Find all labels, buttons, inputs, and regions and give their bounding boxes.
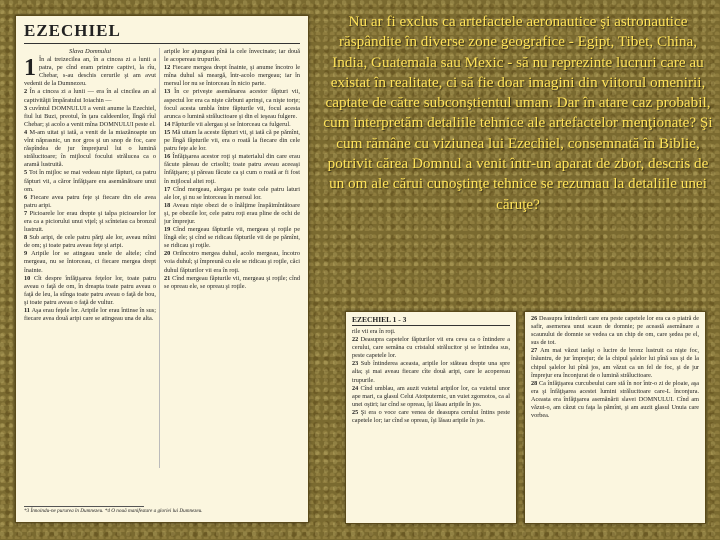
- bible-page-ezekiel-1-continued: [524, 311, 706, 524]
- verse: [24, 210, 156, 234]
- verse-number: 5: [24, 169, 29, 177]
- verse-number: 2: [24, 88, 30, 96]
- verse-number: 17: [164, 185, 173, 193]
- verse-number: 16: [164, 153, 173, 161]
- verse-text: Sub întinderea aceasta, aripile lor stăteau drepte una spre alta; şi mai aveau fiecare cîte două aripi, care le acopereau trupurile.: [352, 360, 510, 384]
- verse-number: 12: [164, 64, 173, 72]
- verse-text: Am mai văzut iarăşi o lucire de bronz lustruit ca nişte foc, înăuntru, de jur împrejur; de la chipul şalelor lui pînă sus şi de la chipul şalelor lui pînă jos, am văzut ca un fel de foc, şi de jur împrejur era înconjurat de o lumină strălucitoare.: [531, 347, 699, 379]
- verse-number: 13: [164, 88, 175, 96]
- verse-number: 19: [164, 226, 173, 234]
- verse: [164, 226, 300, 250]
- verse-number: 14: [164, 120, 172, 128]
- verse-number: 28: [531, 379, 539, 387]
- verse: [164, 48, 300, 64]
- verse: [164, 275, 300, 291]
- verse-number: 26: [531, 315, 540, 322]
- verse-number: 21: [164, 274, 173, 282]
- verse-text: Aripile lor se atingeau unele de altele; cînd mergeau, nu se întorceau, ci fiecare mergea drept înainte.: [24, 250, 156, 274]
- verse: [352, 385, 510, 409]
- verse-text: Cînd mergeau făpturile vii, mergeau şi roţile pe lîngă ele; şi cînd se ridicau făpturile vii de pe pămînt, se ridicau şi roţile.: [164, 226, 300, 250]
- section-heading: Slava Domnului: [68, 48, 112, 55]
- verse: [24, 307, 156, 323]
- verse-text: aripile lor ajungeau pînă la cele învecinate; iar două le acopereau trupurile.: [164, 48, 300, 64]
- verse-text: cuvîntul DOMNULUI a venit anume la Ezechiel, fiul lui Buzi, preotul, în ţara caldeenilor, lîngă rîul Chebar; şi acolo a venit mîna DOMNULUI peste el.: [24, 104, 156, 128]
- verse: [164, 129, 300, 153]
- verse-number: 9: [24, 250, 32, 258]
- verse-number: 25: [352, 408, 361, 416]
- verse-number: 20: [164, 250, 173, 258]
- left-column: [24, 48, 156, 458]
- verse: [164, 153, 300, 185]
- mini-right-verse-list: [531, 315, 699, 519]
- verse-number: 10: [24, 274, 34, 282]
- mini-page-divider: [352, 325, 510, 326]
- verse-text: Fiecare mergea drept înainte, şi anume încotro le mîna duhul să meargă, într-acolo mergeau; iar în mersul lor nu se întorceau în nicio parte.: [164, 64, 300, 88]
- verse-text: Înfăţişarea acestor roţi şi materialul din care erau făcute păreau de crisolit; toate patru aveau aceeaşi înfăţişare; şi păreau făcute ca şi cum o roată ar fi fost în mijlocul altei roţi.: [164, 153, 300, 185]
- verse: [164, 250, 300, 274]
- verse: [164, 88, 300, 120]
- verse-text: În ce priveşte asemănarea acestor făpturi vii, aspectul lor era ca nişte cărbuni aprinşi, ca nişte torţe; focul acesta umbla între făpturile vii, focul acesta arunca o lumină strălucitoare şi din el ieşeau fulgere.: [164, 88, 300, 120]
- verse-text: Picioarele lor erau drepte şi talpa picioarelor lor era ca a piciorului unui viţel; şi scînteiau ca bronzul lustruit.: [24, 209, 156, 234]
- verse-text: În a cincea zi a lunii — era în al cincilea an al captivităţii împăratului Ioiachin —: [24, 88, 156, 104]
- footnote-divider: [24, 506, 144, 507]
- verse-text: Sub aripi, de cele patru părţi ale lor, aveau mîini de om; şi toate patru aveau feţe şi aripi.: [24, 234, 156, 250]
- column-divider: [159, 48, 160, 468]
- verse-text: Cînd mergeau, alergau pe toate cele patru laturi ale lor, şi nu se întorceau în mersul lor.: [164, 185, 300, 201]
- verse: [352, 360, 510, 384]
- verse: [164, 64, 300, 88]
- left-verse-list: [24, 56, 156, 323]
- verse: [164, 121, 300, 129]
- verse-text: Şi era o voce care venea de deasupra cerului întins peste capetele lor; iar cînd se opreau, îşi lăsau aripile în jos.: [352, 408, 510, 425]
- verse-number: 18: [164, 201, 173, 209]
- right-column: [164, 48, 300, 468]
- verse-number: 11: [24, 307, 32, 314]
- verse-number: 22: [352, 336, 361, 344]
- verse-text: Ca înfăţişarea curcubeului care stă în nor într-o zi de ploaie, aşa era şi înfăţişarea acestei lumini strălucitoare care-L înconjura. Aceasta era înfăţişarea asemănării slavei DOMNULUI. Cînd am văzut-o, am căzut cu faţa la pămînt, şi am auzit glasul Unuia care vorbea.: [531, 379, 699, 420]
- verse-number: 4: [24, 128, 30, 136]
- verse: [24, 129, 156, 169]
- verse: [164, 186, 300, 202]
- verse-number: 27: [531, 347, 541, 355]
- verse-text: Cînd umblau, am auzit vuietul aripilor lor, ca vuietul unor ape mari, ca glasul Celui Atotputernic, un vuiet zgomotos, ca al unei oştiri; iar cînd se opreau, îşi lăsau aripile în jos.: [352, 384, 510, 408]
- bible-page-ezekiel-1-3: [345, 311, 517, 524]
- footnotes: *3 Înnoindu-ne pururea în Dumnezeu. *4 O nouă manifestare a gloriei lui Dumnezeu.: [24, 508, 203, 514]
- header-divider: [24, 43, 300, 44]
- verse-number: 15: [164, 128, 172, 136]
- bible-page-ezekiel-1: [15, 15, 309, 523]
- verse: [352, 336, 510, 360]
- verse: [24, 169, 156, 193]
- verse: [24, 88, 156, 104]
- verse: [531, 315, 699, 347]
- verse-text: Cînd mergeau făpturile vii, mergeau şi roţile; cînd se opreau ele, se opreau şi roţile.: [164, 274, 300, 290]
- mini-left-verse-list: [352, 328, 510, 519]
- verse: [164, 202, 300, 226]
- verse: [531, 347, 699, 379]
- verse: [24, 56, 156, 88]
- chapter-number: 1: [24, 55, 36, 82]
- verse-number: 8: [24, 234, 30, 242]
- mini-page-heading: EZECHIEL 1 - 3: [352, 315, 407, 324]
- verse-text: Făpturile vii alergau şi se întorceau ca fulgerul.: [171, 120, 291, 128]
- verse: [24, 105, 156, 129]
- verse-text: rile vii era în roţi.: [352, 328, 396, 335]
- verse-number: 6: [24, 193, 31, 201]
- right-verse-list: [164, 48, 300, 291]
- verse-text: Tot în mijloc se mai vedeau nişte făpturi, ca patru făpturi vii, a căror înfăţişare era asemănătoare unui om.: [24, 169, 156, 193]
- verse-text: Oriîncotro mergea duhul, acolo mergeau, încotro voia duhul; şi împreună cu ele se ridicau şi roţile, căci duhul făpturilor vii era în roţi.: [164, 250, 300, 274]
- verse-text: Fiecare avea patru feţe şi fiecare din ele avea patru aripi.: [24, 193, 156, 209]
- narration-text: Nu ar fi exclus ca artefactele aeronautice şi astronautice răspândite în diverse zone geografice - Egipt, Tibet, China, India, Guatemala sau Mexic - să nu reprezinte lucruri care au existat în realitate, ci să fie doar imagini din viitorul omenirii, captate de către subconştientul uman. Dar în atare caz probabil, cum interpretăm detaliile tehnice ale artefactelor menţionate? Şi cum rămâne cu viziunea lui Ezechiel, consemnată în Biblie, potrivit cărea Domnul a venit într-un aparat de zbor, descris de un om ale cărui cunoştinţe tehnice se rezumau la detaliile unei căruţe?: [323, 13, 713, 213]
- verse-text: Mă uitam la aceste făpturi vii, şi iată că pe pămînt, pe lîngă făpturile vii, era o roată la fiecare din cele patru feţe ale lor.: [164, 128, 300, 153]
- verse-number: 3: [24, 104, 30, 112]
- verse-text: Aveau nişte obezi de o înălţime înspăimîntătoare şi, pe obezile lor, cele patru roţi erau pline de ochi de jur împrejur.: [164, 201, 300, 225]
- verse: [24, 194, 156, 210]
- verse-text: În al treizecilea an, în a cincea zi a lunii a patra, pe cînd eram printre captivi, la rîu, Chebar, s-au deschis cerurile şi am avut vedenii de la Dumnezeu.: [24, 56, 156, 88]
- verse: [352, 409, 510, 425]
- verse: [352, 328, 510, 336]
- verse: [24, 250, 156, 274]
- book-title: EZECHIEL: [24, 21, 121, 40]
- verse-text: M-am uitat şi iată, a venit de la miazănoapte un vînt năprasnic, un nor gros şi un snop de foc, care răspîndea de jur împrejurul lui o lumină strălucitoare; în mijlocul focului strălucea ca o aramă lustruită.: [24, 128, 156, 169]
- verse: [531, 380, 699, 420]
- verse-number: 23: [352, 360, 361, 368]
- verse-text: Deasupra întinderii care era peste capetele lor era ca o piatră de safir, asemenea unui scaun de domnie; pe această asemănare a scaunului de domnie se vedea ca un chip de om, care şedea pe el, sus de tot.: [531, 315, 699, 347]
- verse-text: Deasupra capetelor făpturilor vii era ceva ca o întindere a cerului, care semăna cu cristalul strălucitor şi se întindea sus, peste capetele lor.: [352, 336, 510, 360]
- verse-text: Aşa erau feţele lor. Aripile lor erau întinse în sus; fiecare avea două aripi care se atingeau una de alta.: [24, 307, 156, 323]
- verse: [24, 275, 156, 307]
- verse-number: 24: [352, 384, 361, 392]
- verse-number: 7: [24, 209, 30, 217]
- verse: [24, 234, 156, 250]
- verse-text: Cît despre înfăţişarea feţelor lor, toate patru aveau o faţă de om, în dreapta toate patru aveau o faţă de leu, la stînga toate patru aveau o faţă de bou, şi toate patru aveau o faţă de vultur.: [24, 274, 156, 306]
